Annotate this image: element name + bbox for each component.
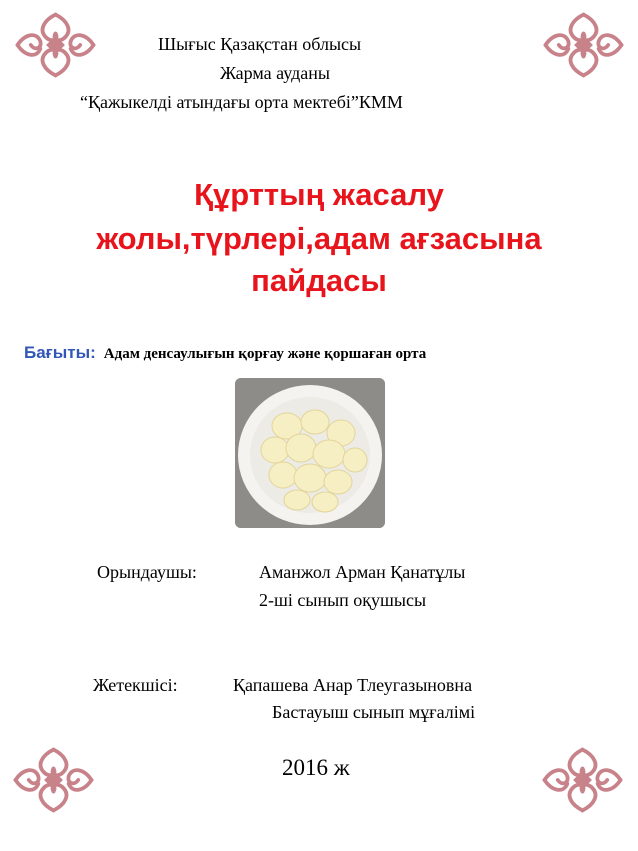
corner-ornament-top-left-icon [8, 5, 103, 85]
title-line-3: пайдасы [251, 263, 387, 298]
direction-label: Бағыты: [24, 343, 96, 362]
performer-name: Аманжол Арман Қанатұлы [259, 562, 466, 582]
corner-ornament-bottom-left-icon [6, 740, 101, 820]
region-text: Шығыс Қазақстан облысы [158, 34, 362, 54]
kurt-plate-photo-icon [235, 378, 385, 528]
supervisor-label: Жетекшісі: [93, 675, 178, 695]
supervisor-role: Бастауыш сынып мұғалімі [272, 702, 476, 722]
year-text: 2016 ж [282, 755, 350, 780]
school-name-text: “Қажыкелді атындағы орта мектебі”КММ [80, 92, 403, 112]
supervisor-name: Қапашева Анар Тлеугазыновна [233, 675, 473, 695]
performer-role: 2-ші сынып оқушысы [259, 590, 427, 610]
direction-value: Адам денсаулығын қорғау және қоршаған орта [103, 346, 427, 362]
district-text: Жарма ауданы [220, 63, 330, 83]
title-line-1: Құрттың жасалу [194, 177, 444, 212]
corner-ornament-bottom-right-icon [535, 740, 630, 820]
corner-ornament-top-right-icon [536, 5, 631, 85]
direction-line [24, 343, 426, 363]
performer-label: Орындаушы: [97, 562, 197, 582]
title-line-2: жолы,түрлері,адам ағзасына [96, 221, 542, 256]
